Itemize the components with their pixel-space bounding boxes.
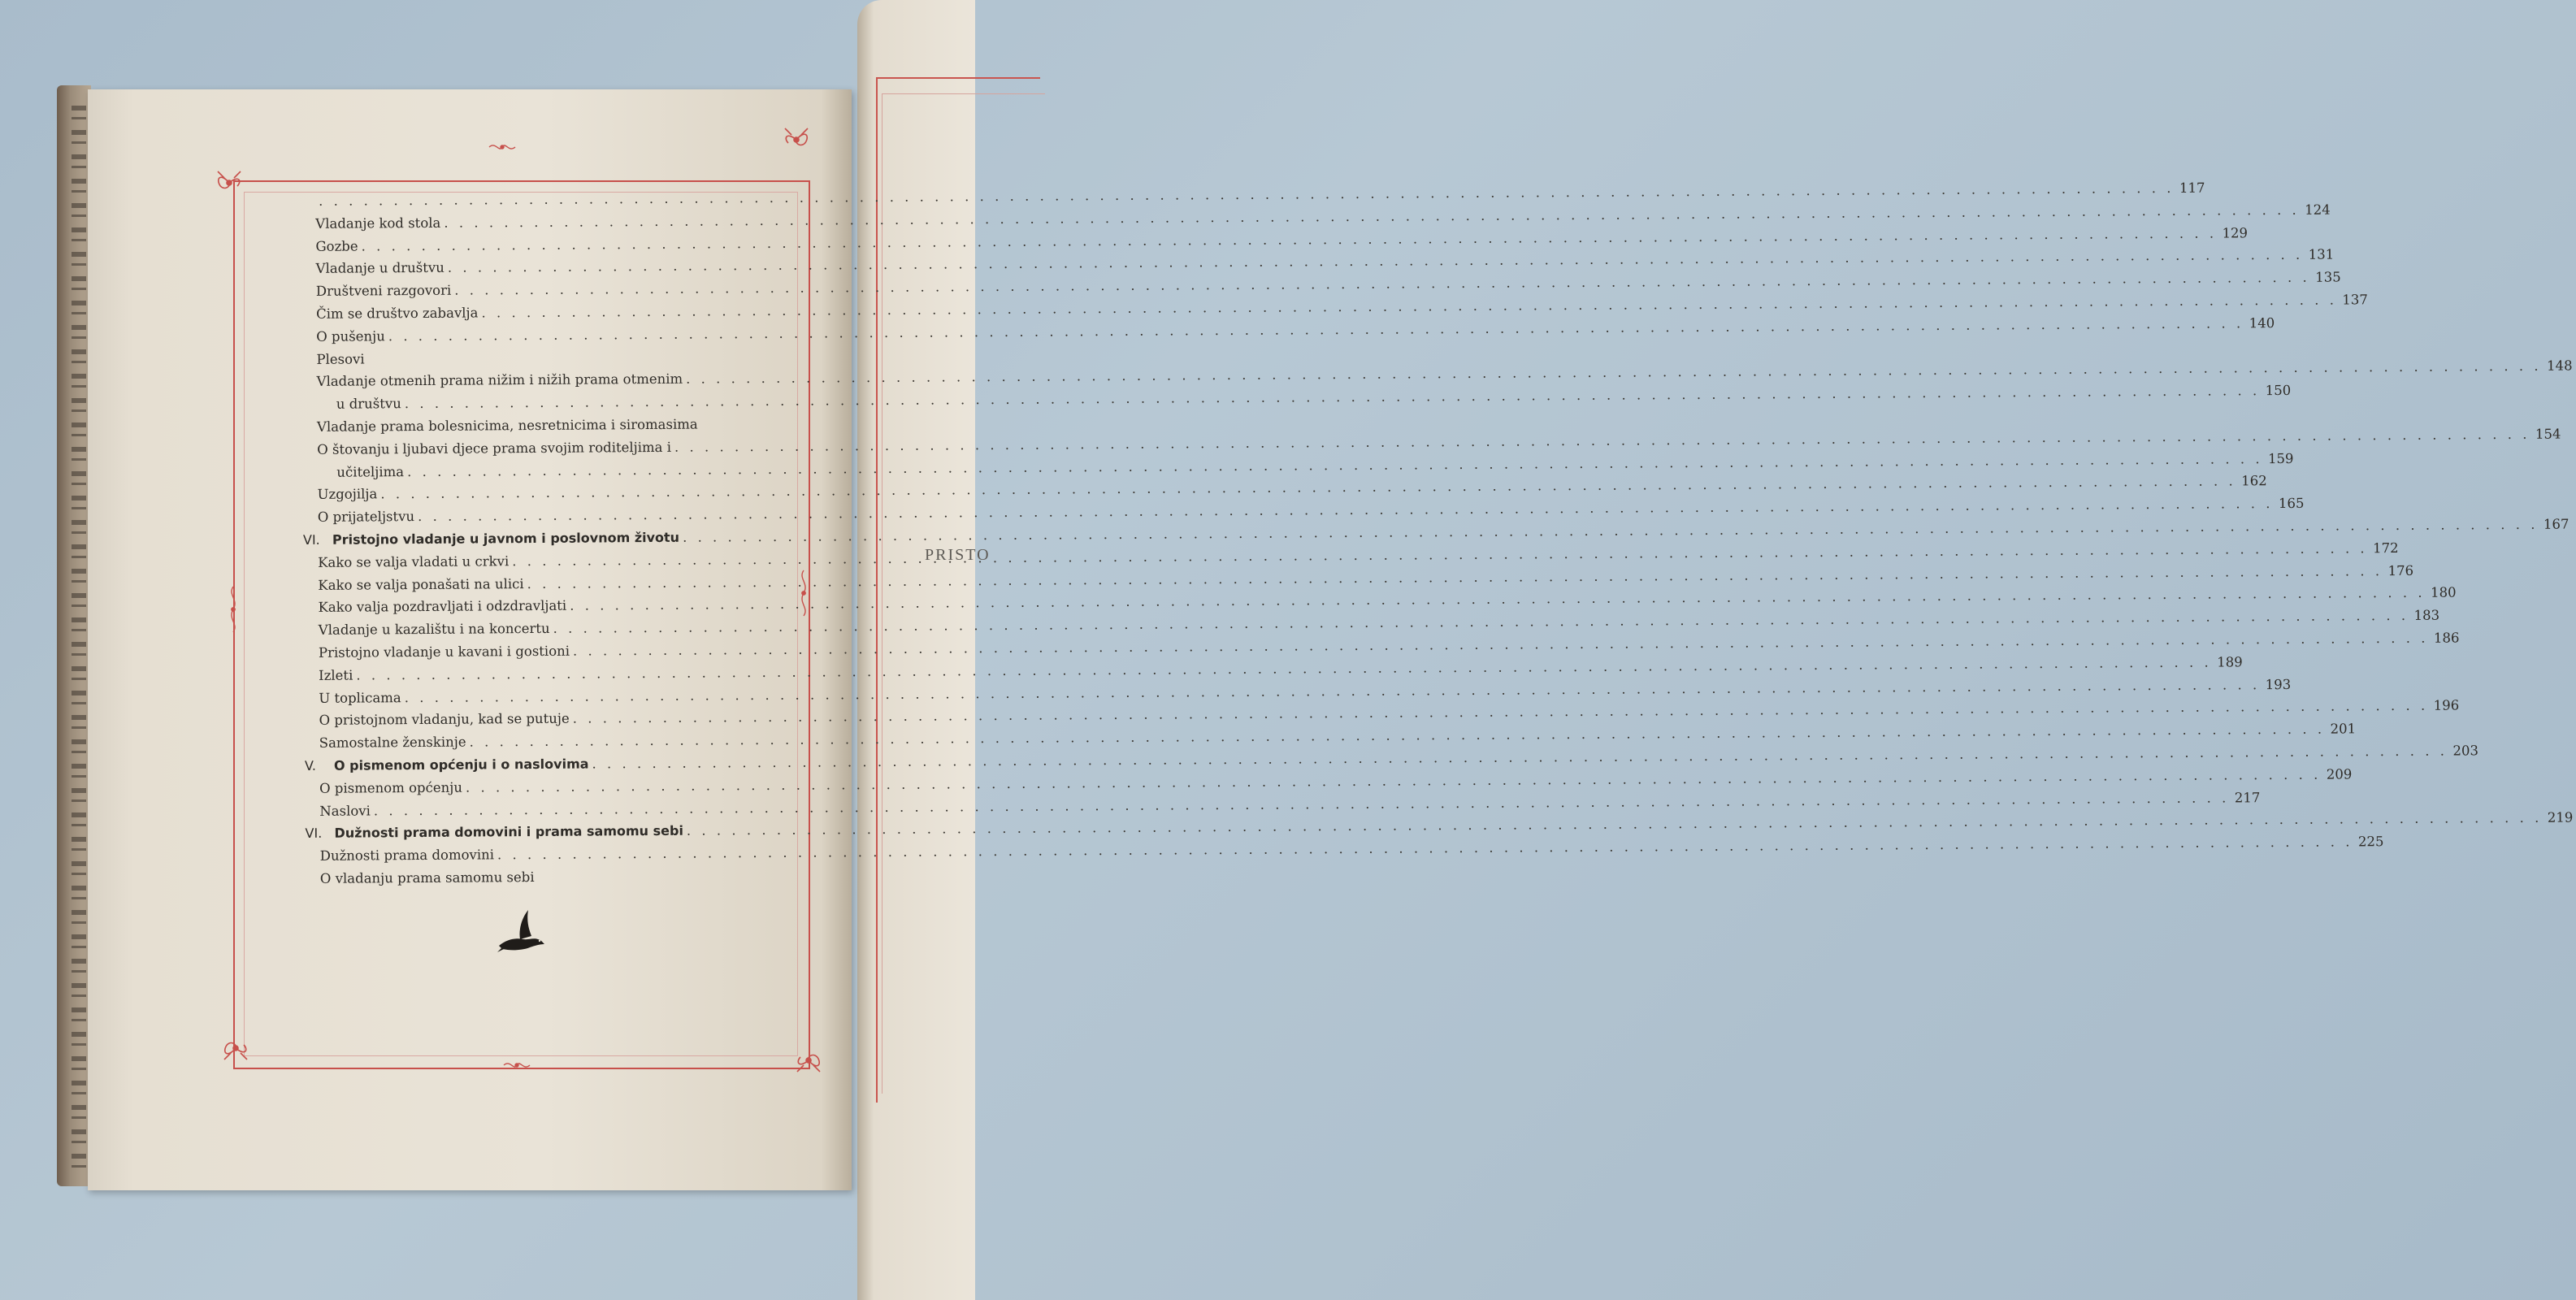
toc-entry-title bbox=[319, 690, 401, 706]
top-mid-ornament-icon bbox=[488, 140, 517, 154]
toc-entry bbox=[306, 834, 2384, 871]
toc-entry bbox=[305, 789, 2261, 826]
toc-entry-title bbox=[320, 869, 535, 886]
corner-ornament-top-right-icon bbox=[780, 124, 813, 156]
toc-page-number: 129 bbox=[2222, 224, 2249, 241]
toc-entry-text: O prijateljstvu bbox=[317, 509, 415, 526]
toc-entry-title bbox=[315, 238, 358, 254]
toc-page-number: 225 bbox=[2357, 834, 2384, 850]
toc-page-number: 183 bbox=[2413, 607, 2440, 623]
toc-page-number: 150 bbox=[2265, 383, 2292, 399]
toc-entry-text: Društveni razgovori bbox=[315, 282, 452, 300]
toc-entry-title bbox=[319, 644, 570, 661]
toc-page-number: 186 bbox=[2433, 630, 2460, 646]
toc-page-number: 131 bbox=[2308, 246, 2335, 263]
corner-ornament-bottom-right-icon bbox=[792, 1044, 825, 1077]
toc-entry-text: Pristojno vladanje u kavani i gostioni bbox=[318, 643, 570, 661]
toc-entry-title bbox=[320, 847, 494, 863]
toc-entry bbox=[301, 180, 2205, 216]
toc-entry-title bbox=[318, 487, 378, 503]
toc-page-number: 176 bbox=[2387, 562, 2414, 578]
toc-entry-title bbox=[316, 328, 385, 344]
toc-entry-text: Dužnosti prama domovini bbox=[319, 847, 495, 864]
toc-page-number: 219 bbox=[2547, 809, 2574, 826]
toc-entry bbox=[304, 676, 2292, 713]
toc-entry-title bbox=[318, 598, 566, 615]
corner-ornament-top-left-icon bbox=[213, 167, 245, 199]
toc-entry-title bbox=[318, 509, 414, 525]
toc-entry bbox=[304, 654, 2243, 691]
toc-page-number: 159 bbox=[2267, 450, 2294, 466]
toc-entry bbox=[301, 224, 2249, 262]
toc-section-numeral: VI. bbox=[305, 826, 323, 842]
toc-entry-text: u društvu bbox=[336, 396, 401, 412]
toc-entry-text: učiteljima bbox=[336, 463, 405, 480]
toc-page-number: 148 bbox=[2547, 358, 2573, 375]
toc-entry-text: Vladanje u kazalištu i na koncertu bbox=[318, 621, 550, 639]
toc-entry-title bbox=[319, 621, 550, 638]
toc-entry-title bbox=[336, 464, 404, 480]
toc-entry-text: Uzgojilja bbox=[317, 486, 378, 503]
toc-page-number: 203 bbox=[2452, 743, 2478, 759]
toc-entry-title bbox=[336, 396, 401, 412]
toc-entry-text: Plesovi bbox=[316, 351, 365, 367]
toc-entry bbox=[301, 314, 2275, 352]
right-page-heading: PRISTO bbox=[925, 546, 991, 564]
toc-page-number: 193 bbox=[2265, 676, 2292, 692]
toc-entry-text: Naslovi bbox=[319, 802, 371, 819]
toc-page-number: 196 bbox=[2433, 697, 2460, 714]
toc-page-number: 140 bbox=[2249, 314, 2275, 332]
toc-page-number: 217 bbox=[2234, 789, 2261, 805]
toc-page-number: 189 bbox=[2217, 654, 2243, 670]
toc-entry bbox=[305, 721, 2357, 758]
toc-entry-text: O pristojnom vladanju, kad se putuje bbox=[319, 711, 570, 729]
toc-entry-text: U toplicama bbox=[319, 689, 401, 706]
toc-page-number: 180 bbox=[2431, 584, 2457, 601]
toc-entry-title bbox=[316, 260, 445, 276]
toc-page-number: 172 bbox=[2373, 540, 2399, 556]
toc-entry-text: Izleti bbox=[319, 667, 353, 683]
spine-ornament-pattern bbox=[72, 106, 86, 1170]
toc-page-number: 209 bbox=[2326, 766, 2353, 782]
toc-entry-text: O pismenom općenju bbox=[319, 779, 462, 796]
toc-page-number: 137 bbox=[2342, 292, 2368, 308]
toc-page-number: 167 bbox=[2543, 516, 2569, 532]
toc-entry bbox=[302, 416, 765, 442]
toc-entry-text: O štovanju i ljubavi djece prama svojim roditeljima i bbox=[317, 439, 672, 457]
toc-entry-title bbox=[304, 756, 589, 774]
toc-entry-title bbox=[319, 711, 569, 728]
toc-page-number: 117 bbox=[2179, 180, 2205, 196]
toc-entry-title bbox=[316, 283, 452, 299]
toc-entry bbox=[302, 383, 2292, 419]
toc-entry-text: Kako valja pozdravljati i odzdravljati bbox=[318, 598, 567, 616]
toc-entry-text: Čim se društvo zabavlja bbox=[315, 305, 479, 322]
toc-entry-text: O pušenju bbox=[316, 328, 385, 344]
toc-entry-text: Vladanje otmenih prama nižim i nižih prama otmenim bbox=[316, 371, 683, 390]
toc-section-numeral: V. bbox=[304, 757, 316, 774]
toc-entry-title bbox=[318, 576, 523, 593]
dot-leader bbox=[368, 361, 735, 363]
toc-entry bbox=[301, 269, 2341, 306]
toc-entry-title bbox=[317, 440, 671, 457]
toc-entry-text: Vladanje kod stola bbox=[315, 214, 441, 232]
toc-page-number: 135 bbox=[2315, 269, 2341, 285]
toc-entry bbox=[306, 868, 769, 894]
toc-entry-text: Vladanje prama bolesnicima, nesretnicima i siromasima bbox=[316, 416, 698, 435]
toc-section-numeral: VI. bbox=[302, 531, 320, 548]
toc-entry-title bbox=[316, 305, 479, 321]
toc-entry-text: O pismenom općenju i o naslovima bbox=[333, 756, 589, 774]
toc-entry-title bbox=[315, 215, 440, 232]
toc-page-number: 201 bbox=[2330, 721, 2357, 737]
toc-entry-title bbox=[318, 553, 509, 570]
toc-entry-title bbox=[317, 371, 683, 389]
toc-entry-title bbox=[319, 667, 353, 682]
bottom-mid-ornament-icon bbox=[502, 1058, 531, 1072]
toc-entry-text: Kako se valja vladati u crkvi bbox=[318, 552, 510, 570]
toc-entry-title bbox=[317, 417, 698, 435]
toc-entry-text: Gozbe bbox=[315, 238, 358, 254]
dot-leader bbox=[538, 880, 738, 882]
toc-entry-title bbox=[316, 351, 364, 366]
toc-entry-title bbox=[319, 803, 371, 818]
toc-entry-text: Samostalne ženskinje bbox=[319, 734, 466, 751]
bird-icon bbox=[496, 908, 546, 954]
toc-entry-text: Dužnosti prama domovini i prama samomu sebi bbox=[334, 823, 683, 842]
toc-entry-title bbox=[302, 529, 680, 548]
toc-entry bbox=[303, 495, 2305, 532]
toc-entry-text: Kako se valja ponašati na ulici bbox=[318, 575, 524, 593]
toc-entry-title bbox=[319, 734, 466, 751]
toc-page-number: 162 bbox=[2241, 473, 2267, 489]
toc-entry-text: O vladanju prama samomu sebi bbox=[319, 869, 535, 886]
toc-entry-text: Pristojno vladanje u javnom i poslovnom životu bbox=[332, 529, 680, 548]
toc-entry-title bbox=[319, 779, 462, 795]
left-mid-ornament-icon bbox=[226, 585, 241, 634]
toc-entry bbox=[301, 349, 765, 375]
toc-page-number: 165 bbox=[2278, 495, 2305, 512]
corner-ornament-bottom-left-icon bbox=[219, 1032, 252, 1064]
toc-page-number: 154 bbox=[2535, 426, 2561, 442]
toc-entry-text: Vladanje u društvu bbox=[315, 260, 445, 277]
toc-entry-title bbox=[305, 823, 683, 842]
toc-page-number: 124 bbox=[2305, 202, 2331, 218]
table-of-contents bbox=[301, 180, 2574, 894]
toc-entry bbox=[303, 473, 2267, 509]
toc-entry bbox=[303, 562, 2414, 600]
